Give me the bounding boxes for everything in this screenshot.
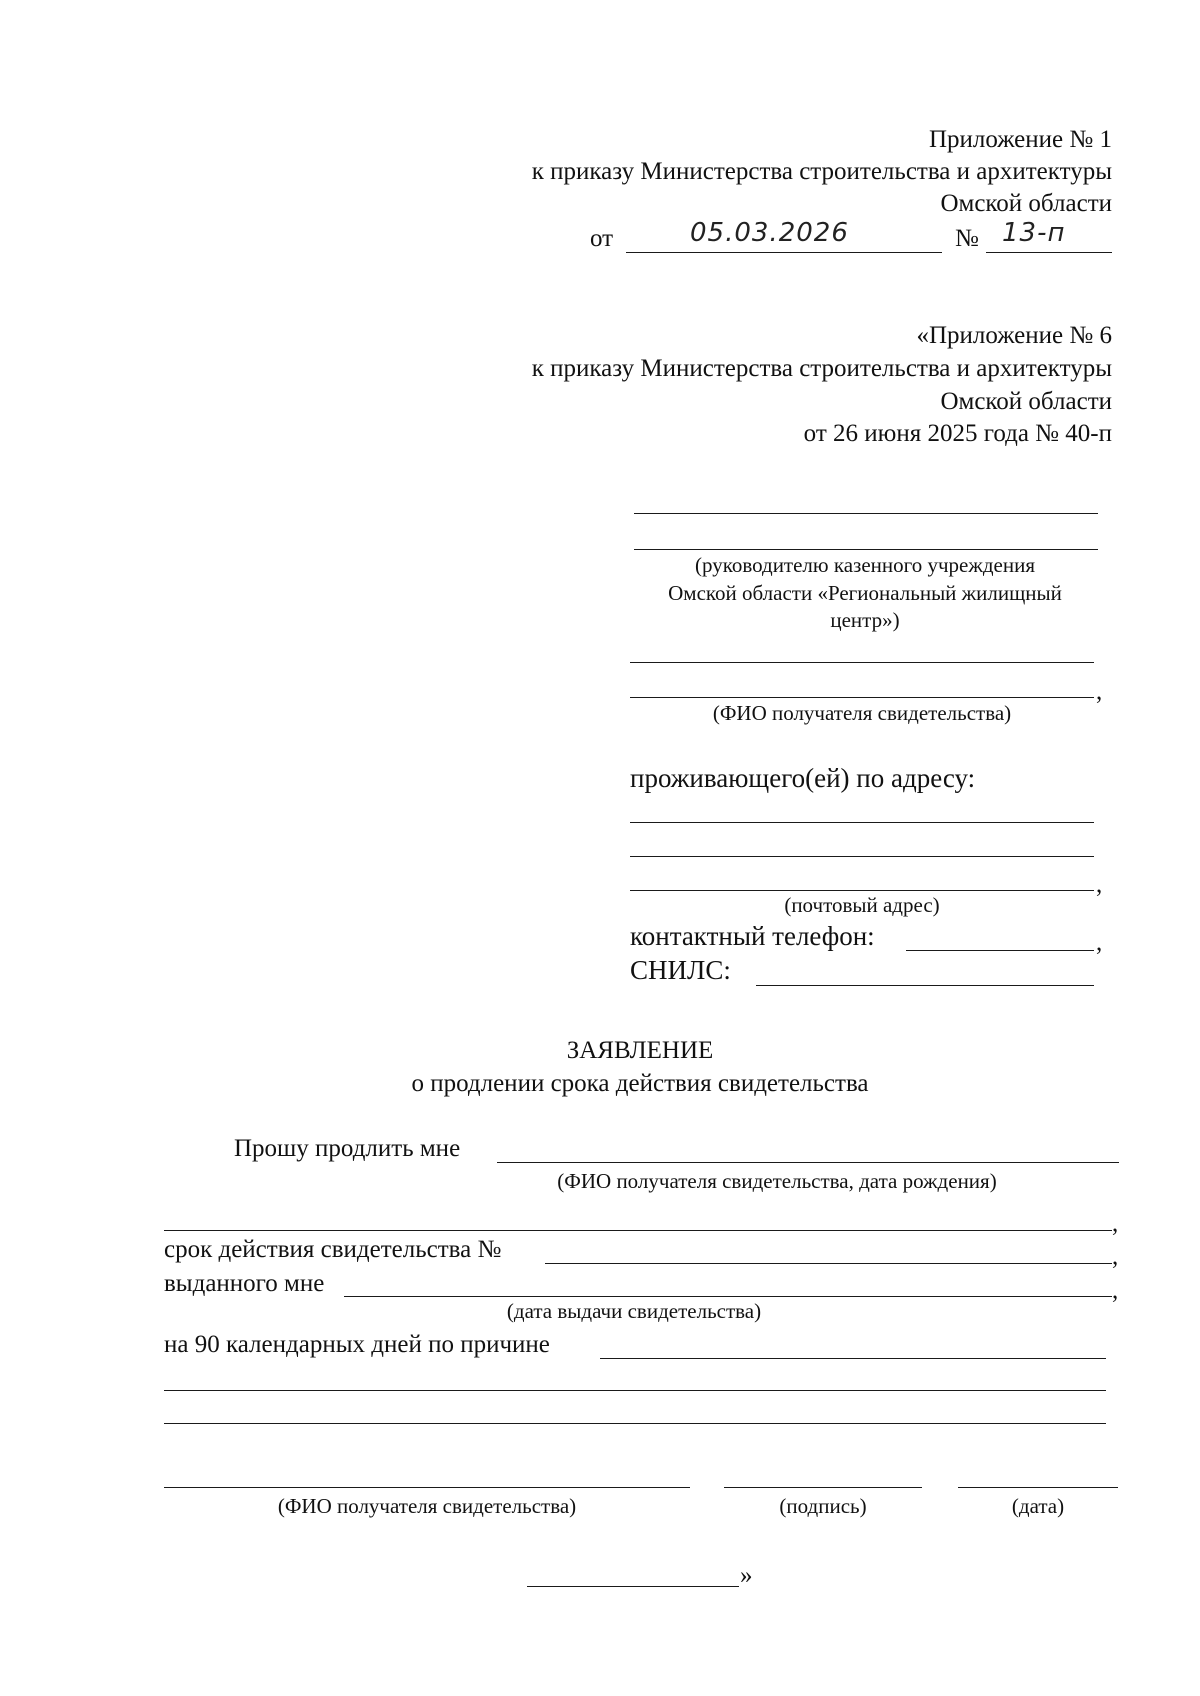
addressee-hint-1: (руководителю казенного учреждения (694, 553, 1036, 577)
addressee-line-1 (634, 513, 1098, 514)
appendix-1-region: Омской области (940, 190, 1112, 217)
closing-quote: » (740, 1562, 753, 1589)
issued-line (344, 1296, 1112, 1297)
number-label: № (955, 225, 979, 252)
issued-hint: (дата выдачи свидетельства) (506, 1299, 762, 1323)
postal-hint: (почтовый адрес) (784, 893, 940, 917)
fio-line-2 (630, 697, 1094, 698)
reason-line-3 (164, 1423, 1106, 1424)
signature-sign-hint: (подпись) (779, 1494, 867, 1518)
request-line-2 (164, 1230, 1112, 1231)
residing-label: проживающего(ей) по адресу: (630, 763, 976, 793)
request-line (497, 1162, 1119, 1163)
phone-label: контактный телефон: (630, 921, 875, 951)
signature-fio-line (164, 1487, 690, 1488)
request-label: Прошу продлить мне (234, 1135, 461, 1162)
signature-sign-line (724, 1487, 922, 1488)
from-label: от (590, 225, 614, 252)
number-line (986, 252, 1112, 253)
closing-line (527, 1586, 739, 1587)
appendix-1-title: Приложение № 1 (928, 126, 1112, 153)
appendix-6-region: Омской области (940, 388, 1112, 415)
addressee-hint-2: Омской области «Региональный жилищный (668, 581, 1062, 605)
addressee-hint-3: центр») (830, 608, 900, 632)
handwritten-date: 05.03.2026 (690, 218, 849, 248)
address-line-1 (630, 822, 1094, 823)
request-hint: (ФИО получателя свидетельства, дата рождения) (557, 1169, 997, 1193)
appendix-6-title: «Приложение № 6 (916, 322, 1112, 349)
statement-subtitle: о продлении срока действия свидетельства (411, 1070, 869, 1097)
reason-line-1 (600, 1358, 1106, 1359)
appendix-6-order: к приказу Министерства строительства и архитектуры (531, 355, 1112, 382)
reason-line-2 (164, 1390, 1106, 1391)
appendix-1-order: к приказу Министерства строительства и архитектуры (531, 158, 1112, 185)
addressee-line-2 (634, 549, 1098, 550)
appendix-6-date-number: от 26 июня 2025 года № 40-п (803, 420, 1112, 447)
statement-title: ЗАЯВЛЕНИЕ (566, 1037, 714, 1064)
phone-line (906, 950, 1094, 951)
issued-label: выданного мне (164, 1270, 325, 1297)
signature-date-hint: (дата) (1011, 1494, 1065, 1518)
address-comma: , (1096, 871, 1103, 898)
address-line-2 (630, 856, 1094, 857)
validity-line (545, 1263, 1112, 1264)
signature-fio-hint: (ФИО получателя свидетельства) (277, 1494, 577, 1518)
snils-label: СНИЛС: (630, 955, 731, 985)
fio-line-1 (630, 662, 1094, 663)
issued-comma: , (1112, 1277, 1119, 1304)
validity-label: срок действия свидетельства № (164, 1236, 502, 1263)
snils-line (756, 985, 1094, 986)
date-line (626, 252, 942, 253)
phone-comma: , (1096, 929, 1103, 956)
signature-date-line (958, 1487, 1118, 1488)
fio-hint: (ФИО получателя свидетельства) (712, 701, 1012, 725)
validity-comma: , (1112, 1243, 1119, 1270)
request-comma: , (1112, 1210, 1119, 1237)
fio-comma: , (1096, 678, 1103, 705)
reason-label: на 90 календарных дней по причине (164, 1331, 550, 1358)
handwritten-number: 13-п (1002, 218, 1066, 248)
address-line-3 (630, 890, 1094, 891)
